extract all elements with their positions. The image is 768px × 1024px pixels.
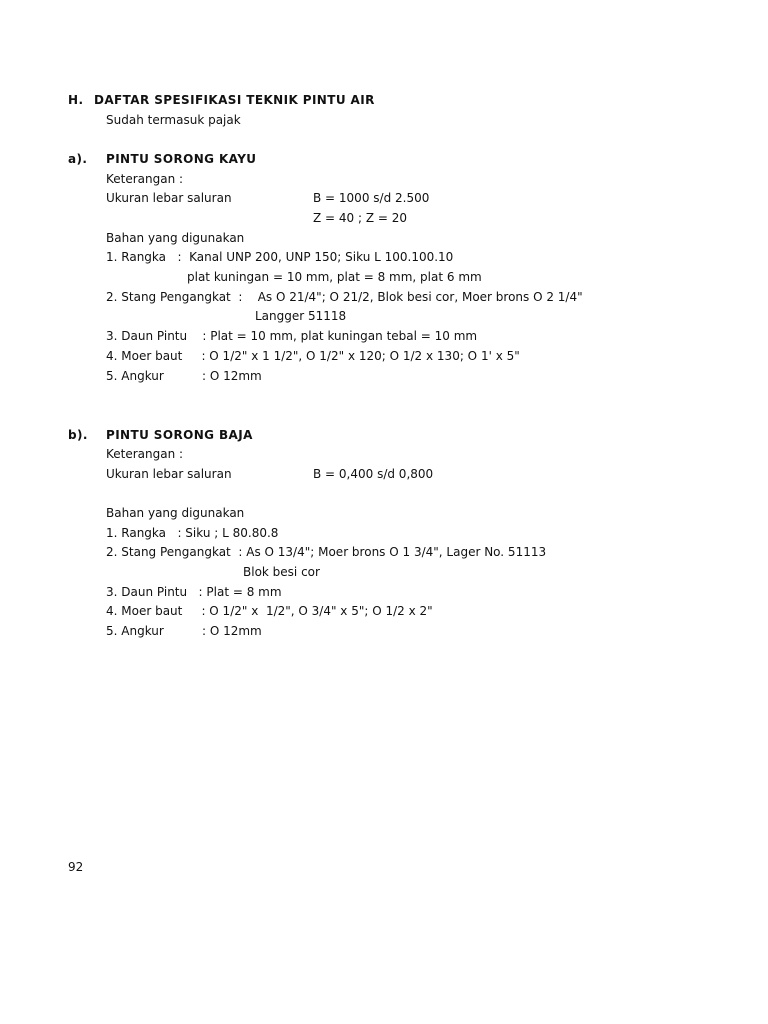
section-a-item-2: 2. Stang Pengangkat : As O 21/4"; O 21/2, Blok besi cor, Moer brons O 2 1/4" [106, 290, 583, 304]
section-b-ukuran-value: B = 0,400 s/d 0,800 [313, 467, 434, 481]
section-b-keterangan: Keterangan : [106, 447, 184, 461]
section-b-ukuran-label: Ukuran lebar saluran [106, 467, 232, 481]
page-number: 92 [68, 860, 84, 874]
heading-marker: H. [68, 93, 84, 107]
section-b-item-1: 1. Rangka : Siku ; L 80.80.8 [106, 526, 279, 540]
section-a-item-2-cont: Langger 51118 [255, 309, 347, 323]
section-a-item-5: 5. Angkur : O 12mm [106, 369, 262, 383]
heading-title: DAFTAR SPESIFIKASI TEKNIK PINTU AIR [94, 93, 375, 107]
section-a-marker: a). [68, 152, 88, 166]
section-a-keterangan: Keterangan : [106, 172, 184, 186]
section-b-marker: b). [68, 428, 88, 442]
section-a-ukuran-value-2: Z = 40 ; Z = 20 [313, 211, 408, 225]
section-a-item-1-cont: plat kuningan = 10 mm, plat = 8 mm, plat 6 mm [187, 270, 482, 284]
section-b-item-3: 3. Daun Pintu : Plat = 8 mm [106, 585, 282, 599]
section-a-item-1: 1. Rangka : Kanal UNP 200, UNP 150; Siku L 100.100.10 [106, 250, 454, 264]
section-a-item-3: 3. Daun Pintu : Plat = 10 mm, plat kuningan tebal = 10 mm [106, 329, 478, 343]
heading-note: Sudah termasuk pajak [106, 113, 241, 127]
section-a-bahan-label: Bahan yang digunakan [106, 231, 245, 245]
section-a-ukuran-value-1: B = 1000 s/d 2.500 [313, 191, 430, 205]
section-a-ukuran-label: Ukuran lebar saluran [106, 191, 232, 205]
section-b-item-4: 4. Moer baut : O 1/2" x 1/2", O 3/4" x 5"; O 1/2 x 2" [106, 604, 433, 618]
section-b-item-2: 2. Stang Pengangkat : As O 13/4"; Moer brons O 1 3/4", Lager No. 51113 [106, 545, 547, 559]
section-b-item-2-cont: Blok besi cor [243, 565, 320, 579]
section-a-title: PINTU SORONG KAYU [106, 152, 257, 166]
section-b-bahan-label: Bahan yang digunakan [106, 506, 245, 520]
section-a-item-4: 4. Moer baut : O 1/2" x 1 1/2", O 1/2" x 120; O 1/2 x 130; O 1' x 5" [106, 349, 520, 363]
section-b-item-5: 5. Angkur : O 12mm [106, 624, 262, 638]
section-b-title: PINTU SORONG BAJA [106, 428, 253, 442]
